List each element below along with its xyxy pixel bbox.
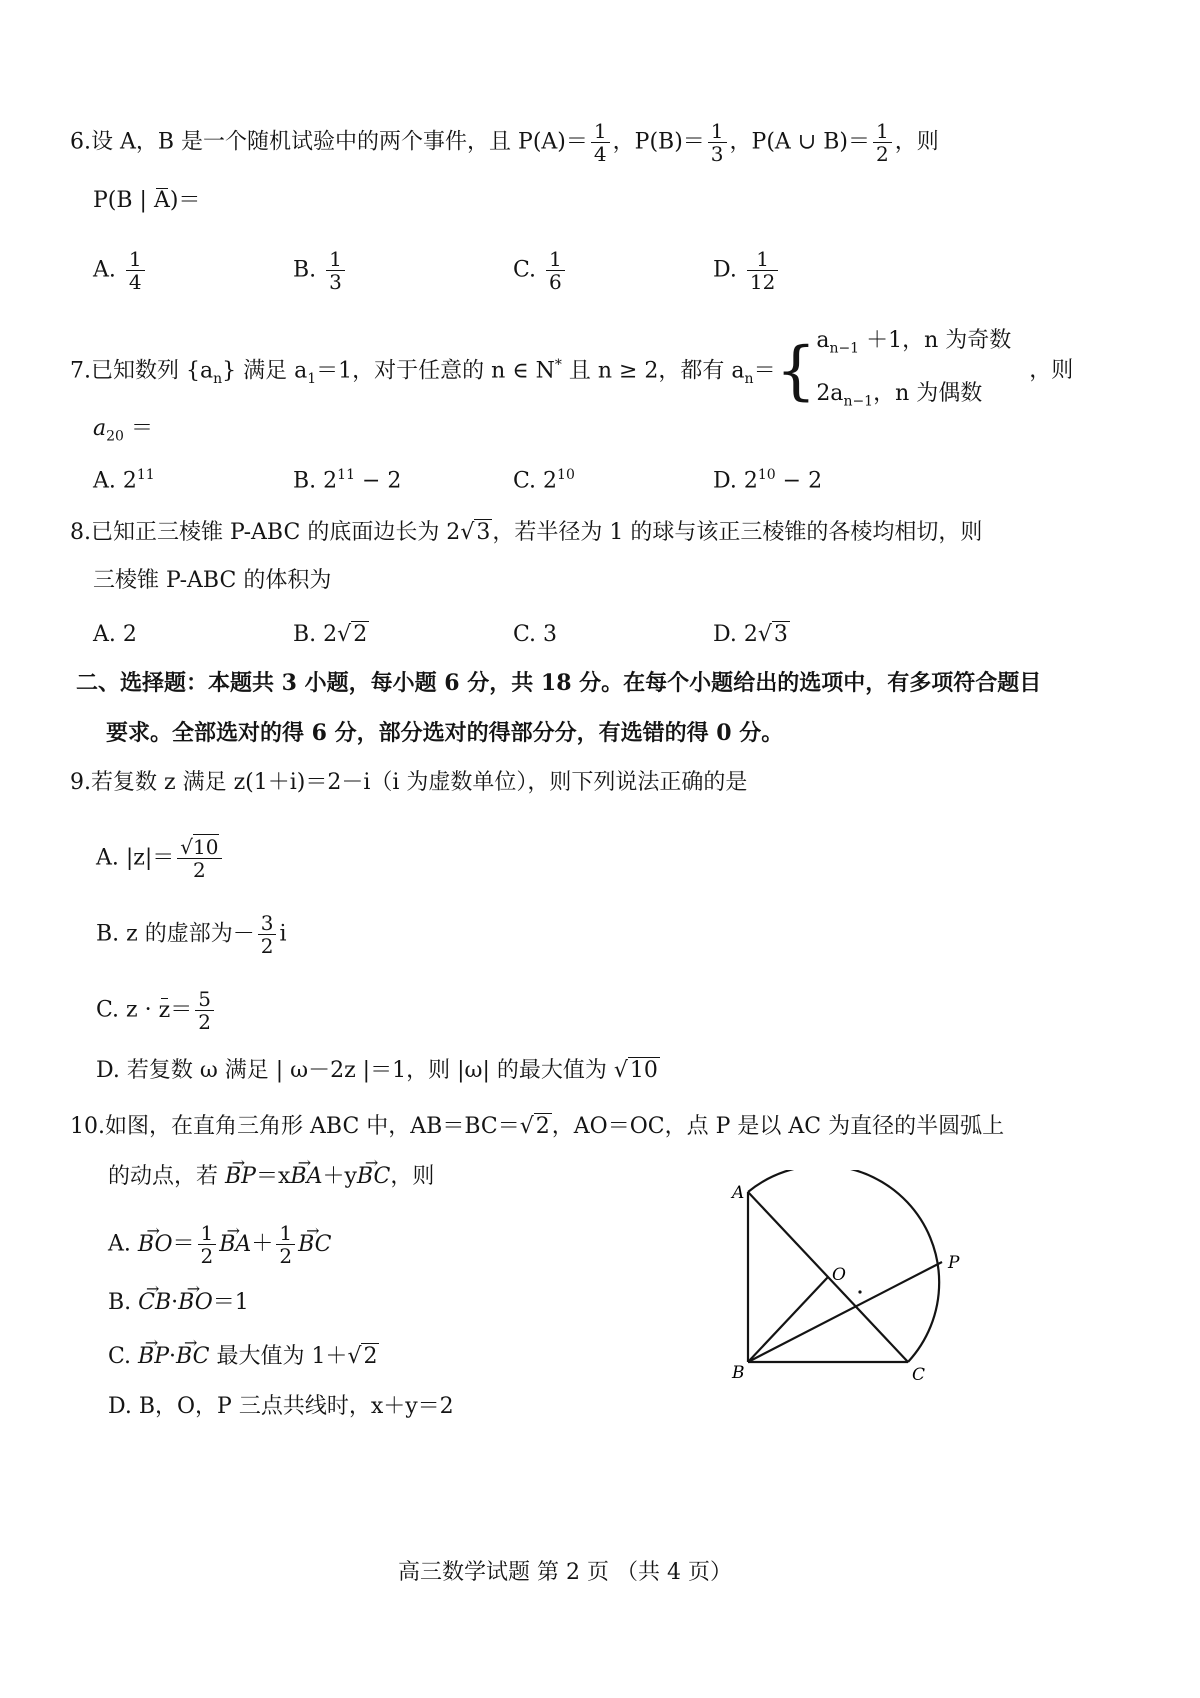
q10-option-d: D. B，O，P 三点共线时，x＋y＝2 — [108, 1394, 454, 1419]
q6-stem: 6.设 A，B 是一个随机试验中的两个事件，且 P(A)＝ $\frac{1}{4}$ ，P(B)＝ $\frac{1}{3}$ ，P(A ∪ B)＝ $\frac{1}{2}$ ，则 — [70, 119, 939, 166]
q8-stem: 8.已知正三棱锥 P-ABC 的底面边长为 2√3，若半径为 1 的球与该正三棱锥的各棱均相切，则 — [70, 520, 983, 545]
q7-option-a: A. $2^{11}$ — [93, 467, 155, 494]
page-footer: 高三数学试题 第 2 页 （共 4 页） — [398, 1560, 732, 1585]
section2-instructions: 要求。全部选对的得 6 分，部分选对的得部分分，有选错的得 0 分。 — [106, 720, 784, 746]
q7-option-c: C. $2^{10}$ — [513, 467, 575, 494]
q9-stem: 9.若复数 z 满足 z(1＋i)＝2－i（i 为虚数单位），则下列说法正确的是 — [70, 770, 748, 795]
label-p: P — [948, 1253, 960, 1273]
q7-option-d: D. $2^{10} - 2$ — [713, 467, 823, 494]
segment-bo — [748, 1277, 828, 1362]
q9-option-a: A. |z|＝ $\frac{√10}{2}$ — [96, 836, 225, 881]
label-c: C — [912, 1365, 926, 1385]
q6-option-b: B. $\frac{1}{3}$ — [293, 248, 348, 293]
q8-option-d: D. 2√3 — [713, 622, 788, 647]
q6-option-c: C. $\frac{1}{6}$ — [513, 248, 568, 293]
center-dot — [858, 1290, 861, 1293]
label-a: A — [732, 1183, 745, 1203]
q8-option-b: B. 2√2 — [293, 622, 368, 647]
q9-option-b: B. z 的虚部为－ $\frac{3}{2}$ i — [96, 911, 287, 958]
q7-stem: 7.已知数列 $\{a_n\}$ 满足 $a_1=1$，对于任意的 n ∈ N* 且 n ≥ 2，都有 $a_n=${ $a_{n-1} +1$，n 为奇数 $2a_{n-1}$，n 为偶数 ，则 — [70, 328, 1074, 410]
q10-option-c: C. → BP·→ BC 最大值为 1＋√2 — [108, 1342, 379, 1372]
label-b: B — [732, 1363, 745, 1383]
q9-option-c: C. z · z＝ $\frac{5}{2}$ — [96, 988, 217, 1033]
q6-option-a: A. $\frac{1}{4}$ — [93, 248, 148, 293]
q7-line2: $a_{20}$ ＝ — [93, 416, 153, 445]
q10-option-b: B. → CB·→ BO＝1 — [108, 1288, 249, 1318]
q10-stem: 10.如图，在直角三角形 ABC 中，AB＝BC＝√2，AO＝OC，点 P 是以 AC 为直径的半圆弧上 — [70, 1114, 1005, 1139]
q8-option-c: C. 3 — [513, 622, 558, 647]
q6-line2: P(B | A)＝ — [93, 186, 200, 216]
q10-line2: 的动点，若 → BP＝x→ BA＋y→ BC，则 — [108, 1162, 434, 1192]
q10-figure — [720, 1170, 980, 1400]
q9-option-d: D. 若复数 ω 满足 | ω－2z |＝1，则 |ω| 的最大值为 √10 — [96, 1058, 658, 1083]
q7-option-b: B. $2^{11} - 2$ — [293, 467, 402, 494]
q10-option-a: A. → BO＝ $\frac{1}{2}$ → BA＋ $\frac{1}{2}$ → BC — [108, 1222, 332, 1267]
q6-option-d: D. $\frac{1}{12}$ — [713, 248, 781, 293]
q8-option-a: A. 2 — [93, 622, 137, 647]
section2-heading: 二、选择题：本题共 3 小题，每小题 6 分，共 18 分。在每个小题给出的选项中，有多项符合题目 — [76, 670, 1042, 696]
label-o: O — [832, 1265, 846, 1285]
q8-line2: 三棱锥 P-ABC 的体积为 — [93, 568, 332, 593]
